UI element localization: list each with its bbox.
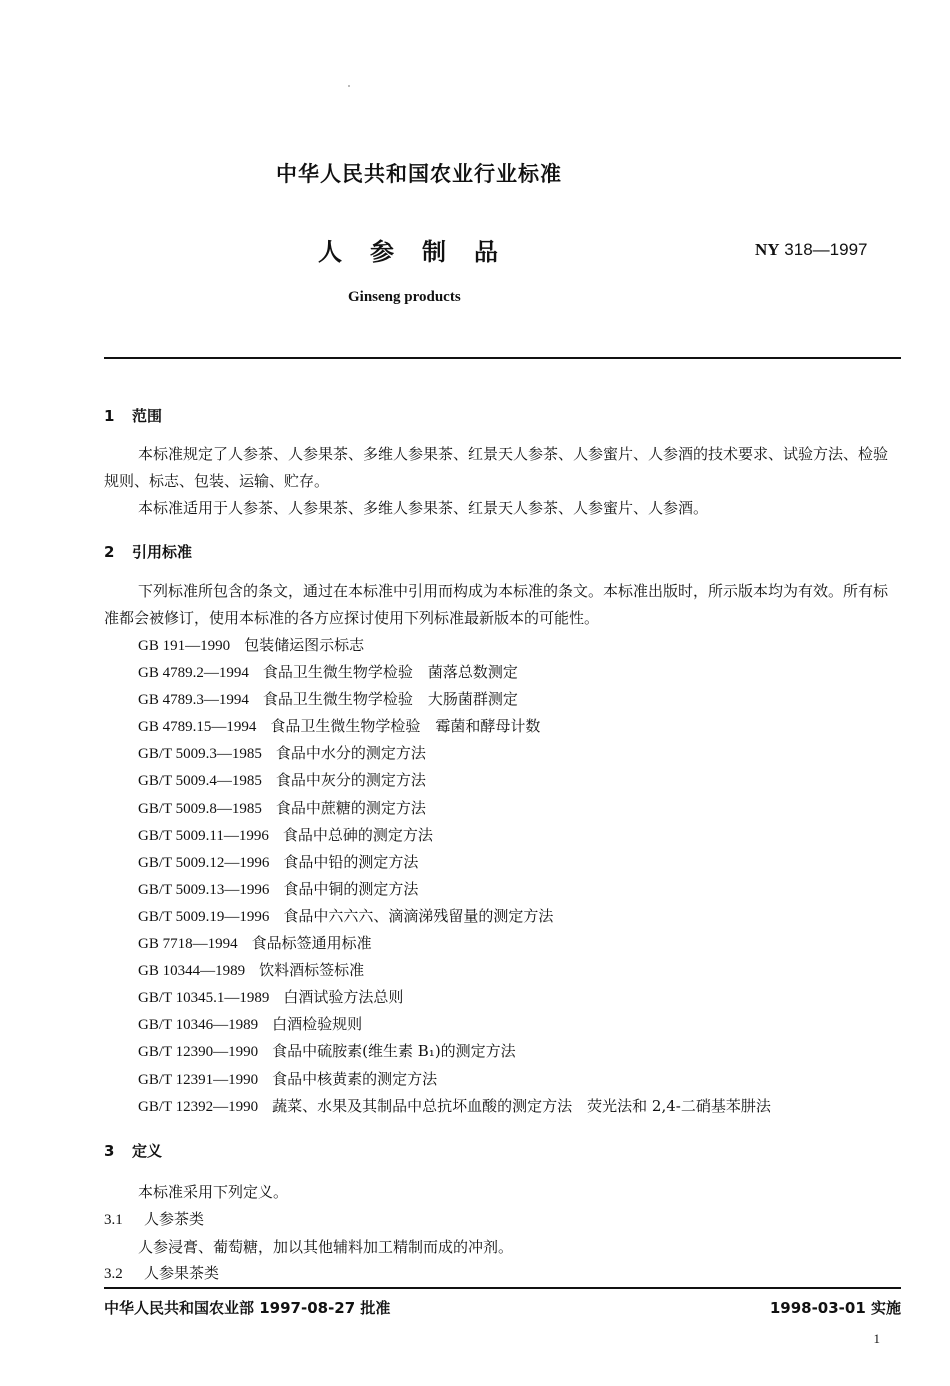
reference-item: GB 4789.3—1994 食品卫生微生物学检验 大肠菌群测定 <box>138 690 518 709</box>
section-title: 定义 <box>132 1142 163 1160</box>
reference-item: GB/T 10345.1—1989 白酒试验方法总则 <box>138 988 404 1007</box>
definition-3-1-text: 人参浸膏、葡萄糖，加以其他辅料加工精制而成的冲剂。 <box>138 1238 514 1256</box>
definition-3-1-heading: 3.1 人参茶类 <box>104 1210 205 1228</box>
header-divider <box>104 357 901 359</box>
reference-item: GB/T 5009.19—1996 食品中六六六、滴滴涕残留量的测定方法 <box>138 906 554 925</box>
reference-item: GB 10344—1989 饮料酒标签标准 <box>138 961 365 980</box>
reference-item: GB 4789.2—1994 食品卫生微生物学检验 菌落总数测定 <box>138 663 518 682</box>
section-number: 2 <box>104 543 115 561</box>
section-3-intro: 本标准采用下列定义。 <box>138 1183 289 1201</box>
reference-item: GB 4789.15—1994 食品卫生微生物学检验 霉菌和酵母计数 <box>138 717 541 736</box>
section-1-paragraph-2: 本标准适用于人参茶、人参果茶、多维人参果茶、红景天人参茶、人参蜜片、人参酒。 <box>138 499 709 517</box>
standard-code-prefix: NY <box>755 240 780 259</box>
standard-code <box>755 240 867 260</box>
section-1-paragraph-1: 本标准规定了人参茶、人参果茶、多维人参果茶、红景天人参茶、人参蜜片、人参酒的技术要求、试验方法、检验规则、标志、包装、运输、贮存。 <box>104 445 889 490</box>
reference-item: GB 7718—1994 食品标签通用标准 <box>138 934 372 953</box>
section-title: 范围 <box>132 407 163 425</box>
reference-item: GB/T 12391—1990 食品中核黄素的测定方法 <box>138 1069 438 1088</box>
section-2-heading <box>104 541 192 562</box>
reference-item: GB/T 5009.4—1985 食品中灰分的测定方法 <box>138 771 426 790</box>
scan-speck <box>348 85 350 87</box>
definition-3-2-heading: 3.2 人参果茶类 <box>104 1264 220 1282</box>
reference-item: GB/T 5009.11—1996 食品中总砷的测定方法 <box>138 825 433 844</box>
section-title: 引用标准 <box>132 543 193 561</box>
reference-item: GB/T 5009.13—1996 食品中铜的测定方法 <box>138 879 419 898</box>
section-1-heading <box>104 405 162 426</box>
page-number: 1 <box>873 1331 880 1346</box>
footer-divider <box>104 1287 901 1289</box>
reference-item: GB/T 5009.8—1985 食品中蔗糖的测定方法 <box>138 798 426 817</box>
reference-item: GB/T 5009.3—1985 食品中水分的测定方法 <box>138 744 426 763</box>
approval-statement: 中华人民共和国农业部 1997-08-27 批准 <box>104 1299 391 1317</box>
english-title: Ginseng products <box>348 289 461 305</box>
effective-date: 1998-03-01 实施 <box>769 1299 901 1317</box>
reference-item: GB/T 12390—1990 食品中硫胺素(维生素 B₁)的测定方法 <box>138 1042 516 1061</box>
section-number: 1 <box>104 407 115 425</box>
section-3-heading <box>104 1140 162 1161</box>
section-2-paragraph: 下列标准所包含的条文，通过在本标准中引用而构成为本标准的条文。本标准出版时，所示版本均为有效。所有标准都会被修订，使用本标准的各方应探讨使用下列标准最新版本的可能性。 <box>104 582 889 627</box>
document-title: 人参制品 <box>318 238 526 266</box>
section-number: 3 <box>104 1142 115 1160</box>
reference-item: GB/T 12392—1990 蔬菜、水果及其制品中总抗坏血酸的测定方法 荧光法和 2,4-二硝基苯肼法 <box>138 1096 771 1115</box>
referenced-standards-list <box>138 632 771 1120</box>
reference-item: GB/T 10346—1989 白酒检验规则 <box>138 1015 363 1034</box>
reference-item: GB/T 5009.12—1996 食品中铅的测定方法 <box>138 852 419 871</box>
standard-code-number: 318—1997 <box>784 240 868 259</box>
issuing-organization: 中华人民共和国农业行业标准 <box>276 162 562 186</box>
reference-item: GB 191—1990 包装储运图示标志 <box>138 636 365 654</box>
